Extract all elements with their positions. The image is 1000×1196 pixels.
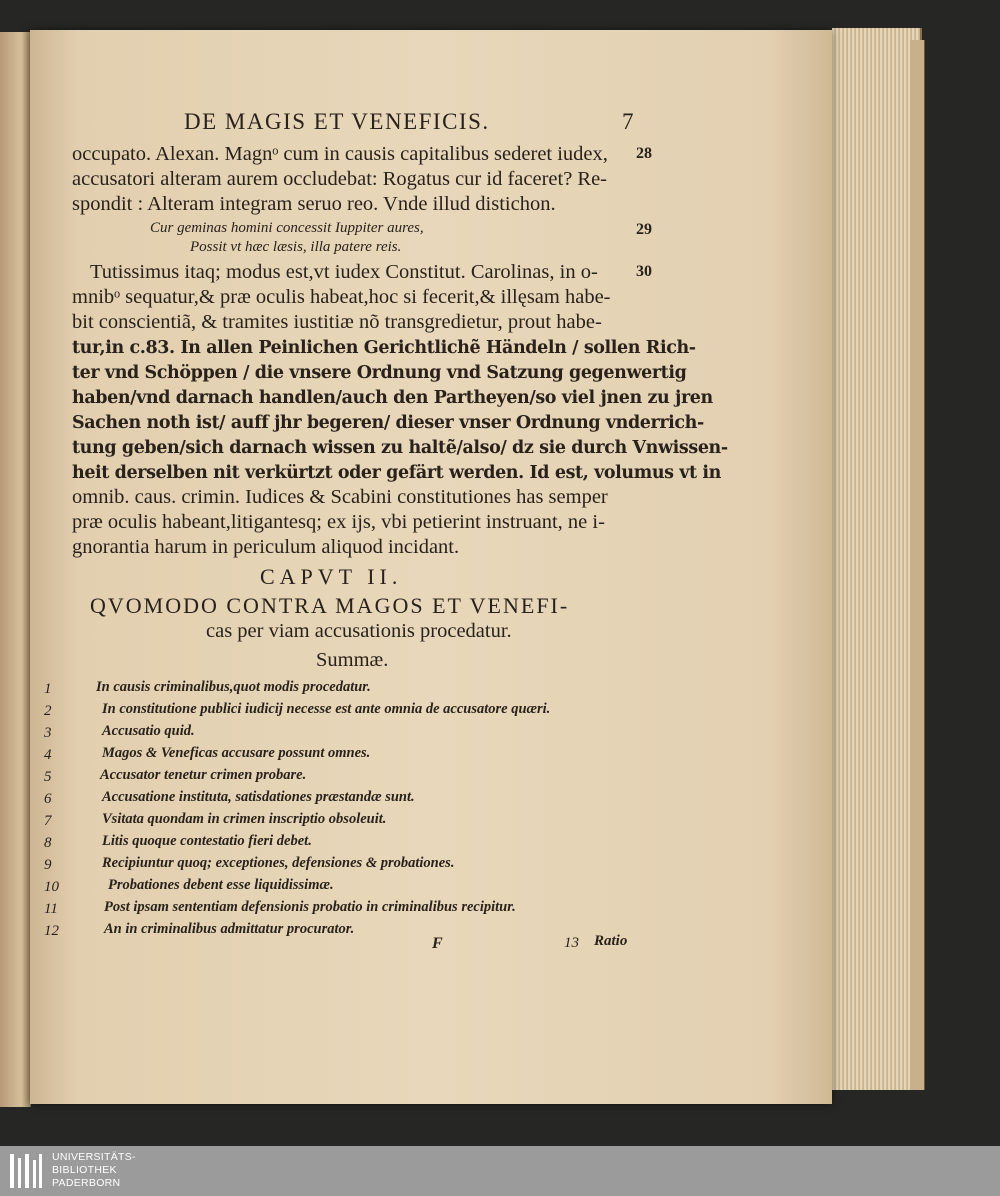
summa-text: Magos & Veneficas accusare possunt omnes.: [102, 745, 371, 761]
left-page-edge: [0, 32, 31, 1107]
fraktur-line: ter vnd Schöppen / die vnsere Ordnung vnd Satzung gegenwertig: [72, 363, 687, 383]
summa-text: Probationes debent esse liquidissimæ.: [108, 877, 334, 893]
chapter-title: QVOMODO CONTRA MAGOS ET VENEFI-: [90, 593, 570, 618]
summa-text: Post ipsam sententiam defensionis probatio in criminalibus recipitur.: [104, 899, 516, 915]
summa-number: 11: [44, 901, 58, 917]
text-line: omnib. caus. crimin. Iudices & Scabini constitutiones has semper: [72, 486, 608, 508]
summa-number: 6: [44, 791, 52, 807]
summa-number: 12: [44, 923, 59, 939]
text-line: bit conscientiã, & tramites iustitiæ nõ transgredietur, prout habe-: [72, 311, 602, 333]
summa-number: 7: [44, 813, 52, 829]
fraktur-line: Sachen noth ist/ auff jhr begeren/ dieser vnser Ordnung vnderrich-: [72, 413, 704, 433]
text-line: mnibᵒ sequatur,& præ oculis habeat,hoc si fecerit,& illęsam habe-: [72, 286, 611, 308]
library-name-line: BIBLIOTHEK: [52, 1164, 117, 1176]
summa-number: 8: [44, 835, 52, 851]
catchword: Ratio: [594, 933, 628, 949]
text-line: præ oculis habeant,litigantesq; ex ijs, vbi petierint instruant, ne i-: [72, 511, 605, 533]
summa-text: In causis criminalibus,quot modis procedatur.: [96, 679, 371, 695]
verse-line: Possit vt hæc læsis, illa patere reis.: [190, 239, 402, 255]
chapter-title-continued: cas per viam accusationis procedatur.: [206, 620, 512, 642]
page-block-shadow: [910, 40, 925, 1090]
summa-number: 2: [44, 703, 52, 719]
summa-number: 3: [44, 725, 52, 741]
margin-number: 28: [636, 145, 652, 162]
summa-text: Litis quoque contestatio fieri debet.: [102, 833, 312, 849]
verse-line: Cur geminas homini concessit Iuppiter aures,: [150, 220, 424, 236]
fraktur-line: heit derselben nit verkürtzt oder gefärt werden. Id est, volumus vt in: [72, 463, 721, 483]
summa-number: 9: [44, 857, 52, 873]
fraktur-line: tur,in c.83. In allen Peinlichen Gerichtlichẽ Händeln / sollen Rich-: [72, 338, 696, 358]
summae-heading: Summæ.: [316, 649, 389, 671]
text-line: spondit : Alteram integram seruo reo. Vnde illud distichon.: [72, 193, 556, 215]
text-line: occupato. Alexan. Magnᵒ cum in causis capitalibus sederet iudex,: [72, 143, 608, 165]
summa-text: Accusatio quid.: [102, 723, 195, 739]
summa-number: 10: [44, 879, 59, 895]
margin-number: 29: [636, 221, 652, 238]
library-logo-icon: [8, 1150, 44, 1192]
summa-text: Recipiuntur quoq; exceptiones, defensiones & probationes.: [102, 855, 455, 871]
signature-mark: F: [432, 935, 443, 952]
text-line: accusatori alteram aurem occludebat: Rogatus cur id faceret? Re-: [72, 168, 608, 190]
library-footer-bar: [0, 1146, 1000, 1196]
summa-text: Accusatione instituta, satisdationes præstandæ sunt.: [102, 789, 415, 805]
catchword-number: 13: [564, 935, 579, 951]
summa-text: An in criminalibus admittatur procurator.: [104, 921, 355, 937]
margin-number: 30: [636, 263, 652, 280]
running-head: DE MAGIS ET VENEFICIS.: [184, 109, 490, 134]
summa-number: 4: [44, 747, 52, 763]
summa-number: 1: [44, 681, 52, 697]
text-line: Tutissimus itaq; modus est,vt iudex Constitut. Carolinas, in o-: [90, 261, 598, 283]
page-block-edge: [832, 28, 922, 1090]
library-name-line: PADERBORN: [52, 1177, 121, 1189]
fraktur-line: haben/vnd darnach handlen/auch den Partheyen/so viel jnen zu jren: [72, 388, 713, 408]
book-page: [30, 30, 832, 1104]
summa-text: Accusator tenetur crimen probare.: [100, 767, 307, 783]
page-number: 7: [622, 109, 635, 134]
summa-number: 5: [44, 769, 52, 785]
fraktur-line: tung geben/sich darnach wissen zu haltẽ/also/ dz sie durch Vnwissen-: [72, 438, 728, 458]
chapter-number: CAPVT II.: [260, 564, 403, 589]
summa-text: In constitutione publici iudicij necesse est ante omnia de accusatore quæri.: [102, 701, 551, 717]
text-line: gnorantia harum in periculum aliquod incidant.: [72, 536, 460, 558]
summa-text: Vsitata quondam in crimen inscriptio obsoleuit.: [102, 811, 387, 827]
library-name-line: UNIVERSITÄTS-: [52, 1151, 136, 1163]
